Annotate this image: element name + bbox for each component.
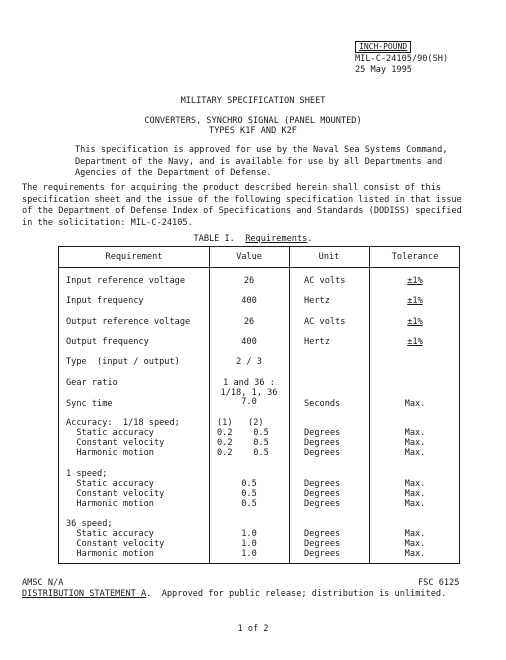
cell-value: 26 — [243, 317, 255, 327]
cell-requirement: 1 speed; Static accuracy Constant velocity Harmonic motion — [66, 469, 165, 509]
cell-value: 0.5 0.5 0.5 — [241, 479, 257, 509]
cell-tolerance: Max. — [404, 399, 426, 409]
cell-unit: Degrees Degrees Degrees — [304, 428, 341, 458]
table-caption — [0, 234, 506, 244]
cell-tolerance: Max. Max. Max. — [404, 479, 426, 509]
document-number: MIL-C-24105/90(SH) — [355, 54, 449, 64]
distribution-text: . Approved for public release; distribution is unlimited. — [146, 589, 447, 599]
cell-value: 2 / 3 — [236, 357, 262, 367]
fsc-label: FSC 6125 — [418, 578, 460, 588]
cell-unit: Degrees Degrees Degrees — [304, 529, 341, 559]
cell-tolerance: ±1% — [407, 276, 423, 286]
cell-value: 400 — [241, 296, 257, 306]
requirements-table — [58, 246, 460, 564]
cell-unit: AC volts — [304, 317, 346, 327]
cell-requirement: 36 speed; Static accuracy Constant velocity Harmonic motion — [66, 519, 165, 559]
cell-unit: AC volts — [304, 276, 346, 286]
inch-pound-badge: INCH-POUND — [355, 41, 411, 53]
approval-paragraph: This specification is approved for use by the Naval Sea Systems Command, Department of the Navy, and is available for use by all Departments and Agencies of the Department of Defense. — [75, 145, 448, 178]
cell-tolerance: ±1% — [407, 337, 423, 347]
cell-requirement: Input reference voltage — [66, 276, 185, 286]
cell-value: (1) (2) 0.2 0.5 0.2 0.5 0.2 0.5 — [217, 418, 269, 458]
header-tolerance: Tolerance — [391, 252, 439, 262]
cell-requirement: Type (input / output) — [66, 357, 180, 367]
document-date: 25 May 1995 — [355, 65, 412, 75]
cell-tolerance: ±1% — [407, 296, 423, 306]
cell-requirement: Output frequency — [66, 337, 149, 347]
cell-tolerance: ±1% — [407, 317, 423, 327]
subtitle-line-2: TYPES K1F AND K2F — [209, 126, 297, 136]
cell-value: 26 — [243, 276, 255, 286]
table-caption-title: Requirements — [245, 234, 308, 244]
cell-value: 7.0 — [241, 397, 257, 407]
distribution-label: DISTRIBUTION STATEMENT A — [22, 589, 147, 599]
cell-tolerance: Max. Max. Max. — [404, 428, 426, 458]
page-number: 1 of 2 — [237, 624, 269, 634]
cell-unit: Hertz — [304, 337, 330, 347]
cell-unit: Hertz — [304, 296, 330, 306]
cell-requirement: Input frequency — [66, 296, 144, 306]
table-caption-suffix: . — [307, 234, 313, 244]
cell-unit: Degrees Degrees Degrees — [304, 479, 341, 509]
amsc-label: AMSC N/A — [22, 578, 64, 588]
cell-requirement: Sync time — [66, 399, 113, 409]
header-requirement: Requirement — [105, 252, 163, 262]
cell-requirement: Output reference voltage — [66, 317, 191, 327]
cell-value: 1 and 36 : 1/18, 1, 36 — [220, 378, 278, 398]
table-divider — [289, 247, 290, 563]
table-header-divider — [59, 267, 459, 268]
subtitle-line-1: CONVERTERS, SYNCHRO SIGNAL (PANEL MOUNTED) — [144, 116, 362, 126]
cell-requirement: Accuracy: 1/18 speed; Static accuracy Constant velocity Harmonic motion — [66, 418, 180, 458]
requirements-paragraph: The requirements for acquiring the product described herein shall consist of this specification sheet and the issue of the following specification listed in that issue of the Department of Defense Index of Specifications and Standards (DODISS) specified in the solicitation: MIL-C-24105. — [22, 183, 462, 228]
cell-value: 400 — [241, 337, 257, 347]
table-caption-prefix: TABLE I. — [193, 234, 235, 244]
header-unit: Unit — [318, 252, 340, 262]
cell-requirement: Gear ratio — [66, 378, 118, 388]
sheet-title: MILITARY SPECIFICATION SHEET — [180, 96, 326, 106]
cell-unit: Seconds — [304, 399, 341, 409]
header-value: Value — [236, 252, 262, 262]
cell-value: 1.0 1.0 1.0 — [241, 529, 257, 559]
cell-tolerance: Max. Max. Max. — [404, 529, 426, 559]
distribution-statement — [22, 589, 446, 599]
